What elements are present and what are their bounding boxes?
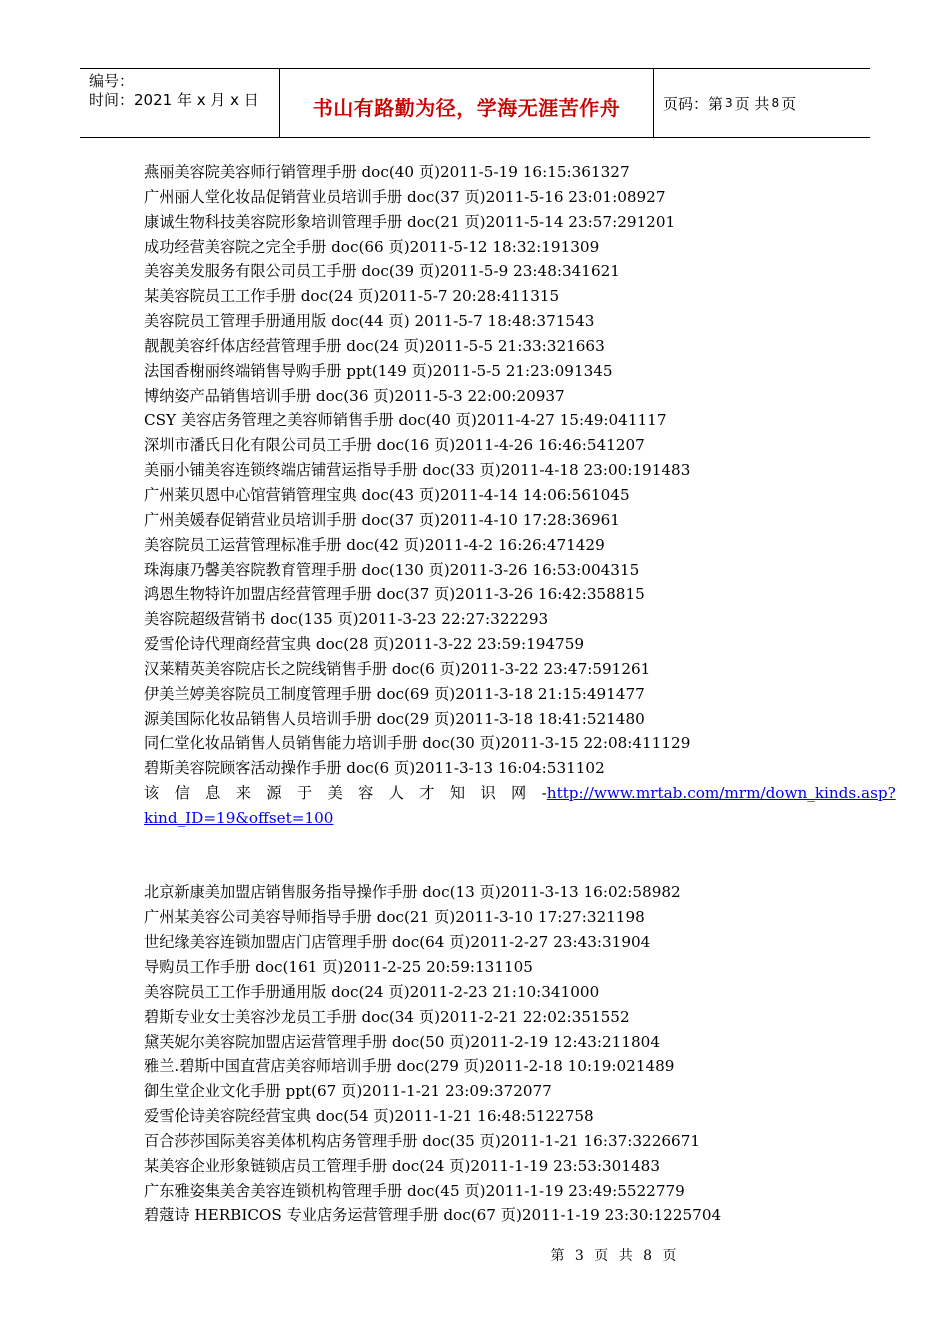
list-item: 美容美发服务有限公司员工手册 doc(39 页)2011-5-9 23:48:341621 xyxy=(144,262,620,281)
list-item: 美容院超级营销书 doc(135 页)2011-3-23 22:27:322293 xyxy=(144,610,549,629)
source-link-part2[interactable]: kind_ID=19&offset=100 xyxy=(144,808,334,827)
page-current: 3 xyxy=(725,96,733,110)
header-page-indicator xyxy=(654,69,870,137)
list-item: CSY 美容店务管理之美容师销售手册 doc(40 页)2011-4-27 15:49:041117 xyxy=(144,411,667,430)
page-total: 8 xyxy=(771,96,780,110)
page-suffix: 页 xyxy=(781,94,797,113)
list-item: 百合莎莎国际美容美体机构店务管理手册 doc(35 页)2011-1-21 16:37:3226671 xyxy=(144,1131,701,1150)
list-item: 源美国际化妆品销售人员培训手册 doc(29 页)2011-3-18 18:41:521480 xyxy=(144,709,645,728)
list-item: 美容院员工管理手册通用版 doc(44 页) 2011-5-7 18:48:371543 xyxy=(144,312,595,331)
list-item: 导购员工作手册 doc(161 页)2011-2-25 20:59:131105 xyxy=(144,958,533,976)
list-item: 美容院员工工作手册通用版 doc(24 页)2011-2-23 21:10:341000 xyxy=(144,982,600,1001)
list-item: 博纳姿产品销售培训手册 doc(36 页)2011-5-3 22:00:20937 xyxy=(144,386,565,405)
list-item: 珠海康乃馨美容院教育管理手册 doc(130 页)2011-3-26 16:53:004315 xyxy=(144,560,640,579)
list-item: 世纪缘美容连锁加盟店门店管理手册 doc(64 页)2011-2-27 23:43:31904 xyxy=(144,933,651,952)
page-prefix: 页码：第 xyxy=(663,94,724,113)
list-item: 爱雪伦诗代理商经营宝典 doc(28 页)2011-3-22 23:59:194759 xyxy=(144,635,585,654)
list-item: 美丽小铺美容连锁终端店铺营运指导手册 doc(33 页)2011-4-18 23:00:191483 xyxy=(144,461,691,480)
list-item: 靓靓美容纤体店经营管理手册 doc(24 页)2011-5-5 21:33:321663 xyxy=(144,336,605,355)
source-text: 该信息来源于美容人才知识网 xyxy=(144,784,542,803)
list-item: 雅兰.碧斯中国直营店美容师培训手册 doc(279 页)2011-2-18 10:19:021489 xyxy=(144,1057,675,1076)
list-item: 北京新康美加盟店销售服务指导操作手册 doc(13 页)2011-3-13 16:02:58982 xyxy=(144,883,681,902)
list-item: 燕丽美容院美容师行销管理手册 doc(40 页)2011-5-19 16:15:361327 xyxy=(144,163,630,181)
page-footer: 第 3 页 共 8 页 xyxy=(550,1248,680,1264)
list-item: 广州丽人堂化妆品促销营业员培训手册 doc(37 页)2011-5-16 23:01:08927 xyxy=(144,187,666,206)
list-item: 广州莱贝恩中心馆营销管理宝典 doc(43 页)2011-4-14 14:06:561045 xyxy=(144,485,630,504)
list-item: 深圳市潘氏日化有限公司员工手册 doc(16 页)2011-4-26 16:46:541207 xyxy=(144,436,645,455)
source-link-part1[interactable]: http://www.mrtab.com/mrm/down_kinds.asp? xyxy=(546,784,896,803)
document-body xyxy=(144,160,896,1228)
list-item: 黛芙妮尔美容院加盟店运营管理手册 doc(50 页)2011-2-19 12:43:211804 xyxy=(144,1032,660,1051)
manual-list-second xyxy=(144,880,808,1228)
manual-list-first xyxy=(144,160,808,781)
list-item: 碧蔻诗 HERBICOS 专业店务运营管理手册 doc(67 页)2011-1-19 23:30:1225704 xyxy=(144,1206,722,1225)
list-item: 爱雪伦诗美容院经营宝典 doc(54 页)2011-1-21 16:48:5122758 xyxy=(144,1107,594,1126)
header-motto: 书山有路勤为径，学海无涯苦作舟 xyxy=(280,69,654,137)
section-gap xyxy=(144,831,808,881)
list-item: 某美容院员工工作手册 doc(24 页)2011-5-7 20:28:411315 xyxy=(144,287,560,306)
number-label: 编号： xyxy=(89,72,135,90)
list-item: 某美容企业形象链锁店员工管理手册 doc(24 页)2011-1-19 23:53:301483 xyxy=(144,1156,660,1175)
list-item: 鸿恩生物特许加盟店经营管理手册 doc(37 页)2011-3-26 16:42:358815 xyxy=(144,585,645,604)
list-item: 同仁堂化妆品销售人员销售能力培训手册 doc(30 页)2011-3-15 22:08:411129 xyxy=(144,734,691,753)
list-item: 汉莱精英美容院店长之院线销售手册 doc(6 页)2011-3-22 23:47:591261 xyxy=(144,659,651,678)
list-item: 广州美媛春促销营业员培训手册 doc(37 页)2011-4-10 17:28:36961 xyxy=(144,510,620,529)
list-item: 法国香榭丽终端销售导购手册 ppt(149 页)2011-5-5 21:23:091345 xyxy=(144,361,613,380)
source-line xyxy=(144,781,896,806)
list-item: 广州某美容公司美容导师指导手册 doc(21 页)2011-3-10 17:27:321198 xyxy=(144,908,645,927)
source-dash: - xyxy=(541,784,547,803)
page-mid: 页 共 xyxy=(734,94,770,113)
list-item: 碧斯美容院顾客活动操作手册 doc(6 页)2011-3-13 16:04:531102 xyxy=(144,759,605,778)
source-link-line xyxy=(144,806,808,831)
date-label: 时间：2021 年 x 月 x 日 xyxy=(89,91,259,109)
header-meta xyxy=(80,69,280,137)
list-item: 碧斯专业女士美容沙龙员工手册 doc(34 页)2011-2-21 22:02:351552 xyxy=(144,1007,630,1026)
list-item: 御生堂企业文化手册 ppt(67 页)2011-1-21 23:09:372077 xyxy=(144,1082,552,1101)
page-header xyxy=(80,68,870,138)
list-item: 广东雅姿集美舍美容连锁机构管理手册 doc(45 页)2011-1-19 23:49:5522779 xyxy=(144,1181,685,1200)
list-item: 成功经营美容院之完全手册 doc(66 页)2011-5-12 18:32:191309 xyxy=(144,237,600,256)
list-item: 美容院员工运营管理标准手册 doc(42 页)2011-4-2 16:26:471429 xyxy=(144,535,605,554)
list-item: 康诚生物科技美容院形象培训管理手册 doc(21 页)2011-5-14 23:57:291201 xyxy=(144,212,676,231)
list-item: 伊美兰婷美容院员工制度管理手册 doc(69 页)2011-3-18 21:15:491477 xyxy=(144,684,645,703)
